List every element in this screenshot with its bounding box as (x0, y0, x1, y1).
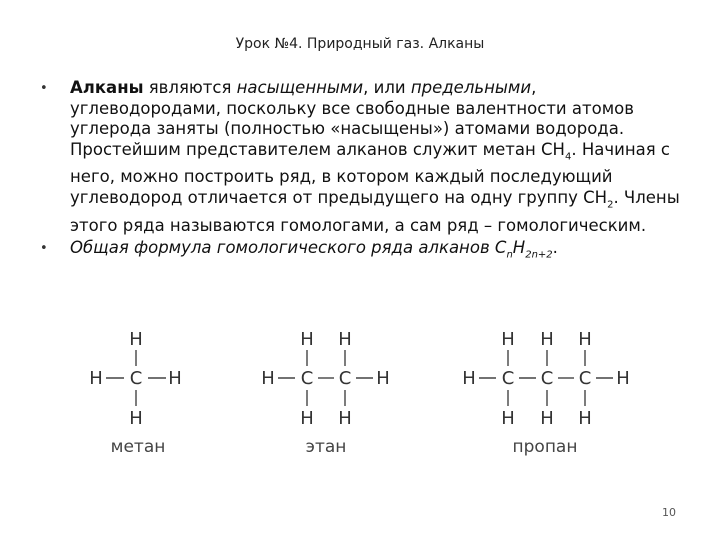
atom-h: H (462, 368, 476, 389)
atom-h: H (578, 408, 592, 429)
atom-h: H (338, 408, 352, 429)
atom-c: C (300, 368, 314, 389)
text-segment: Общая формула гомологического ряда алканов C (70, 238, 507, 258)
page-number: 10 (662, 506, 676, 519)
text-segment: , углеводородами, поскольку все свободные валентности атомов углерода заняты (полностью «насыщены») атомами водорода. Простейшим представителем алканов служит метан CH (70, 78, 634, 159)
text-segment: . Члены этого ряда называются гомологами, а сам ряд – гомологическим. (70, 187, 680, 235)
bullet-list (40, 78, 690, 266)
atom-h: H (261, 368, 275, 389)
bullet-text-definition (70, 78, 690, 236)
bullet-marker: • (40, 81, 48, 96)
atom-h: H (501, 329, 515, 350)
atom-c: C (578, 368, 592, 389)
atom-h: H (338, 329, 352, 350)
bullet-general-formula (40, 238, 690, 266)
atom-h: H (168, 368, 182, 389)
atom-h: H (89, 368, 103, 389)
atom-c: C (338, 368, 352, 389)
bullet-text-formula (70, 238, 558, 266)
text-segment: H (512, 238, 526, 258)
atom-h: H (376, 368, 390, 389)
molecule-methane (89, 329, 182, 457)
text-segment: , или (363, 78, 411, 97)
term-alkanes: Алканы (70, 78, 144, 97)
atom-h: H (501, 408, 515, 429)
subscript-methane: 4 (564, 150, 572, 162)
bullet-marker: • (40, 241, 48, 257)
atom-h: H (540, 329, 554, 350)
atom-c: C (501, 368, 515, 389)
molecule-propane (462, 329, 630, 457)
atom-h: H (616, 368, 630, 389)
structural-formulas (0, 318, 720, 468)
term-saturated: насыщенными (236, 78, 364, 97)
bullet-alkanes-definition (40, 78, 690, 236)
text-segment: . Начиная с него, можно построить ряд, в котором каждый последующий углеводород отличается от предыдущего на одну группу CH (70, 139, 670, 207)
atom-h: H (300, 329, 314, 350)
atom-c: C (129, 368, 143, 389)
subscript-n: n (506, 249, 513, 261)
molecule-name-ethane: этан (305, 437, 347, 457)
molecule-name-methane: метан (110, 437, 166, 457)
general-formula (70, 238, 553, 261)
atom-h: H (578, 329, 592, 350)
atom-c: C (540, 368, 554, 389)
atom-h: H (129, 408, 143, 429)
text-segment: являются (143, 78, 237, 97)
structural-formulas-svg (0, 318, 720, 468)
atom-h: H (300, 408, 314, 429)
molecule-name-propane: пропан (512, 437, 578, 457)
slide-title: Урок №4. Природный газ. Алканы (235, 36, 485, 52)
term-limiting: предельными (410, 78, 532, 97)
subscript-2n-plus-2: 2n+2 (525, 249, 553, 261)
molecule-ethane (261, 329, 390, 457)
atom-h: H (540, 408, 554, 429)
text-segment: . (552, 238, 558, 258)
atom-h: H (129, 329, 143, 350)
subscript-ch2: 2 (607, 199, 614, 211)
